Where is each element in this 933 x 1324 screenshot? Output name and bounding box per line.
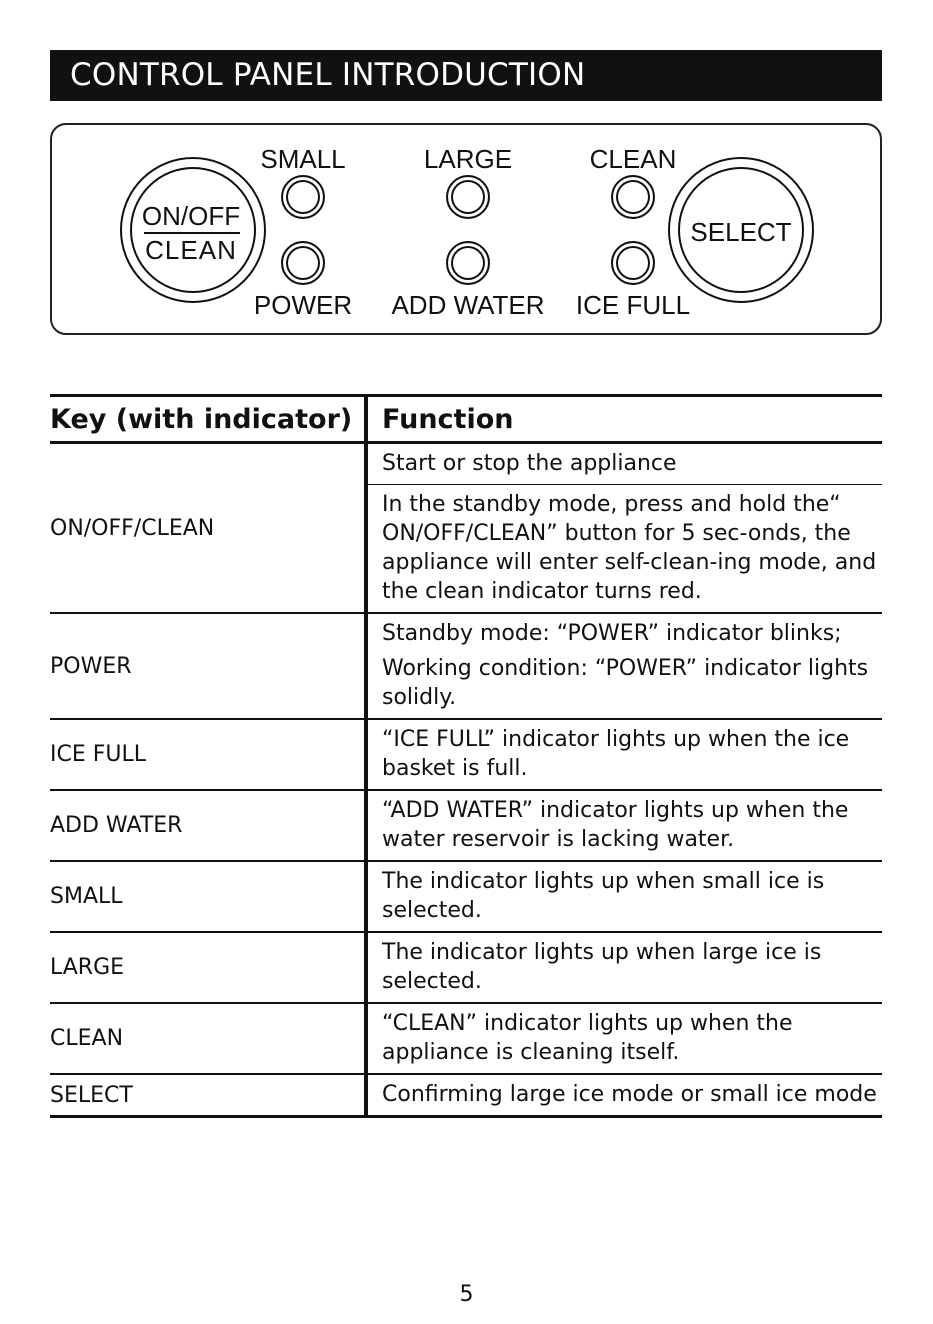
key-ice-full: ICE FULL bbox=[50, 742, 147, 767]
label-small: SMALL bbox=[260, 144, 346, 174]
key-add-water: ADD WATER bbox=[50, 813, 183, 838]
control-panel-diagram bbox=[50, 123, 882, 335]
table-header-row bbox=[50, 396, 882, 443]
function-text: The indicator lights up when large ice is selected. bbox=[366, 932, 882, 1003]
function-line: Standby mode: “POWER” indicator blinks; bbox=[382, 621, 842, 646]
select-label: SELECT bbox=[690, 217, 792, 247]
key-column-header: Key (with indicator) bbox=[50, 403, 353, 435]
function-text: Start or stop the appliance bbox=[366, 443, 882, 485]
function-text: Confirming large ice mode or small ice mode bbox=[366, 1074, 882, 1117]
function-text: “CLEAN” indicator lights up when the appliance is cleaning itself. bbox=[366, 1003, 882, 1074]
table-row bbox=[50, 719, 882, 790]
function-text: “ICE FULL” indicator lights up when the ice basket is full. bbox=[366, 719, 882, 790]
table-row bbox=[50, 932, 882, 1003]
label-large: LARGE bbox=[423, 144, 513, 174]
power-indicator bbox=[281, 241, 325, 285]
section-title: CONTROL PANEL INTRODUCTION bbox=[50, 50, 882, 101]
table-row bbox=[50, 861, 882, 932]
key-select: SELECT bbox=[50, 1082, 133, 1108]
function-text: “ADD WATER” indicator lights up when the water reservoir is lacking water. bbox=[366, 790, 882, 861]
clean-indicator bbox=[611, 175, 655, 219]
key-small: SMALL bbox=[50, 884, 123, 909]
function-column-header: Function bbox=[366, 396, 882, 443]
page-number: 5 bbox=[459, 1282, 474, 1307]
function-line: Working condition: “POWER” indicator lights solidly. bbox=[382, 656, 869, 710]
key-function-table bbox=[50, 394, 882, 1118]
table-row bbox=[50, 1074, 882, 1117]
label-clean: CLEAN bbox=[589, 144, 677, 174]
function-text: In the standby mode, press and hold the“ ON/OFF/CLEAN” button for 5 sec-onds, the appliance will enter self-clean-ing mode, and the clean indicator turns red. bbox=[366, 485, 882, 614]
label-add-water: ADD WATER bbox=[391, 290, 545, 320]
table-row bbox=[50, 1003, 882, 1074]
function-text: The indicator lights up when small ice is selected. bbox=[366, 861, 882, 932]
large-indicator bbox=[446, 175, 490, 219]
small-indicator bbox=[281, 175, 325, 219]
label-power: POWER bbox=[253, 290, 353, 320]
key-clean: CLEAN bbox=[50, 1026, 124, 1051]
table-row bbox=[50, 790, 882, 861]
label-ice-full: ICE FULL bbox=[575, 290, 691, 320]
key-onoff-clean: ON/OFF/CLEAN bbox=[50, 515, 215, 541]
onoff-label: ON/OFF bbox=[141, 201, 241, 231]
function-text bbox=[366, 613, 882, 719]
ice-full-indicator bbox=[611, 241, 655, 285]
table-row bbox=[50, 613, 882, 719]
onoff-divider bbox=[144, 232, 240, 234]
onoff-clean-label: CLEAN bbox=[145, 235, 237, 265]
table-row bbox=[50, 443, 882, 485]
key-power: POWER bbox=[50, 653, 132, 679]
add-water-indicator bbox=[446, 241, 490, 285]
key-large: LARGE bbox=[50, 955, 125, 980]
